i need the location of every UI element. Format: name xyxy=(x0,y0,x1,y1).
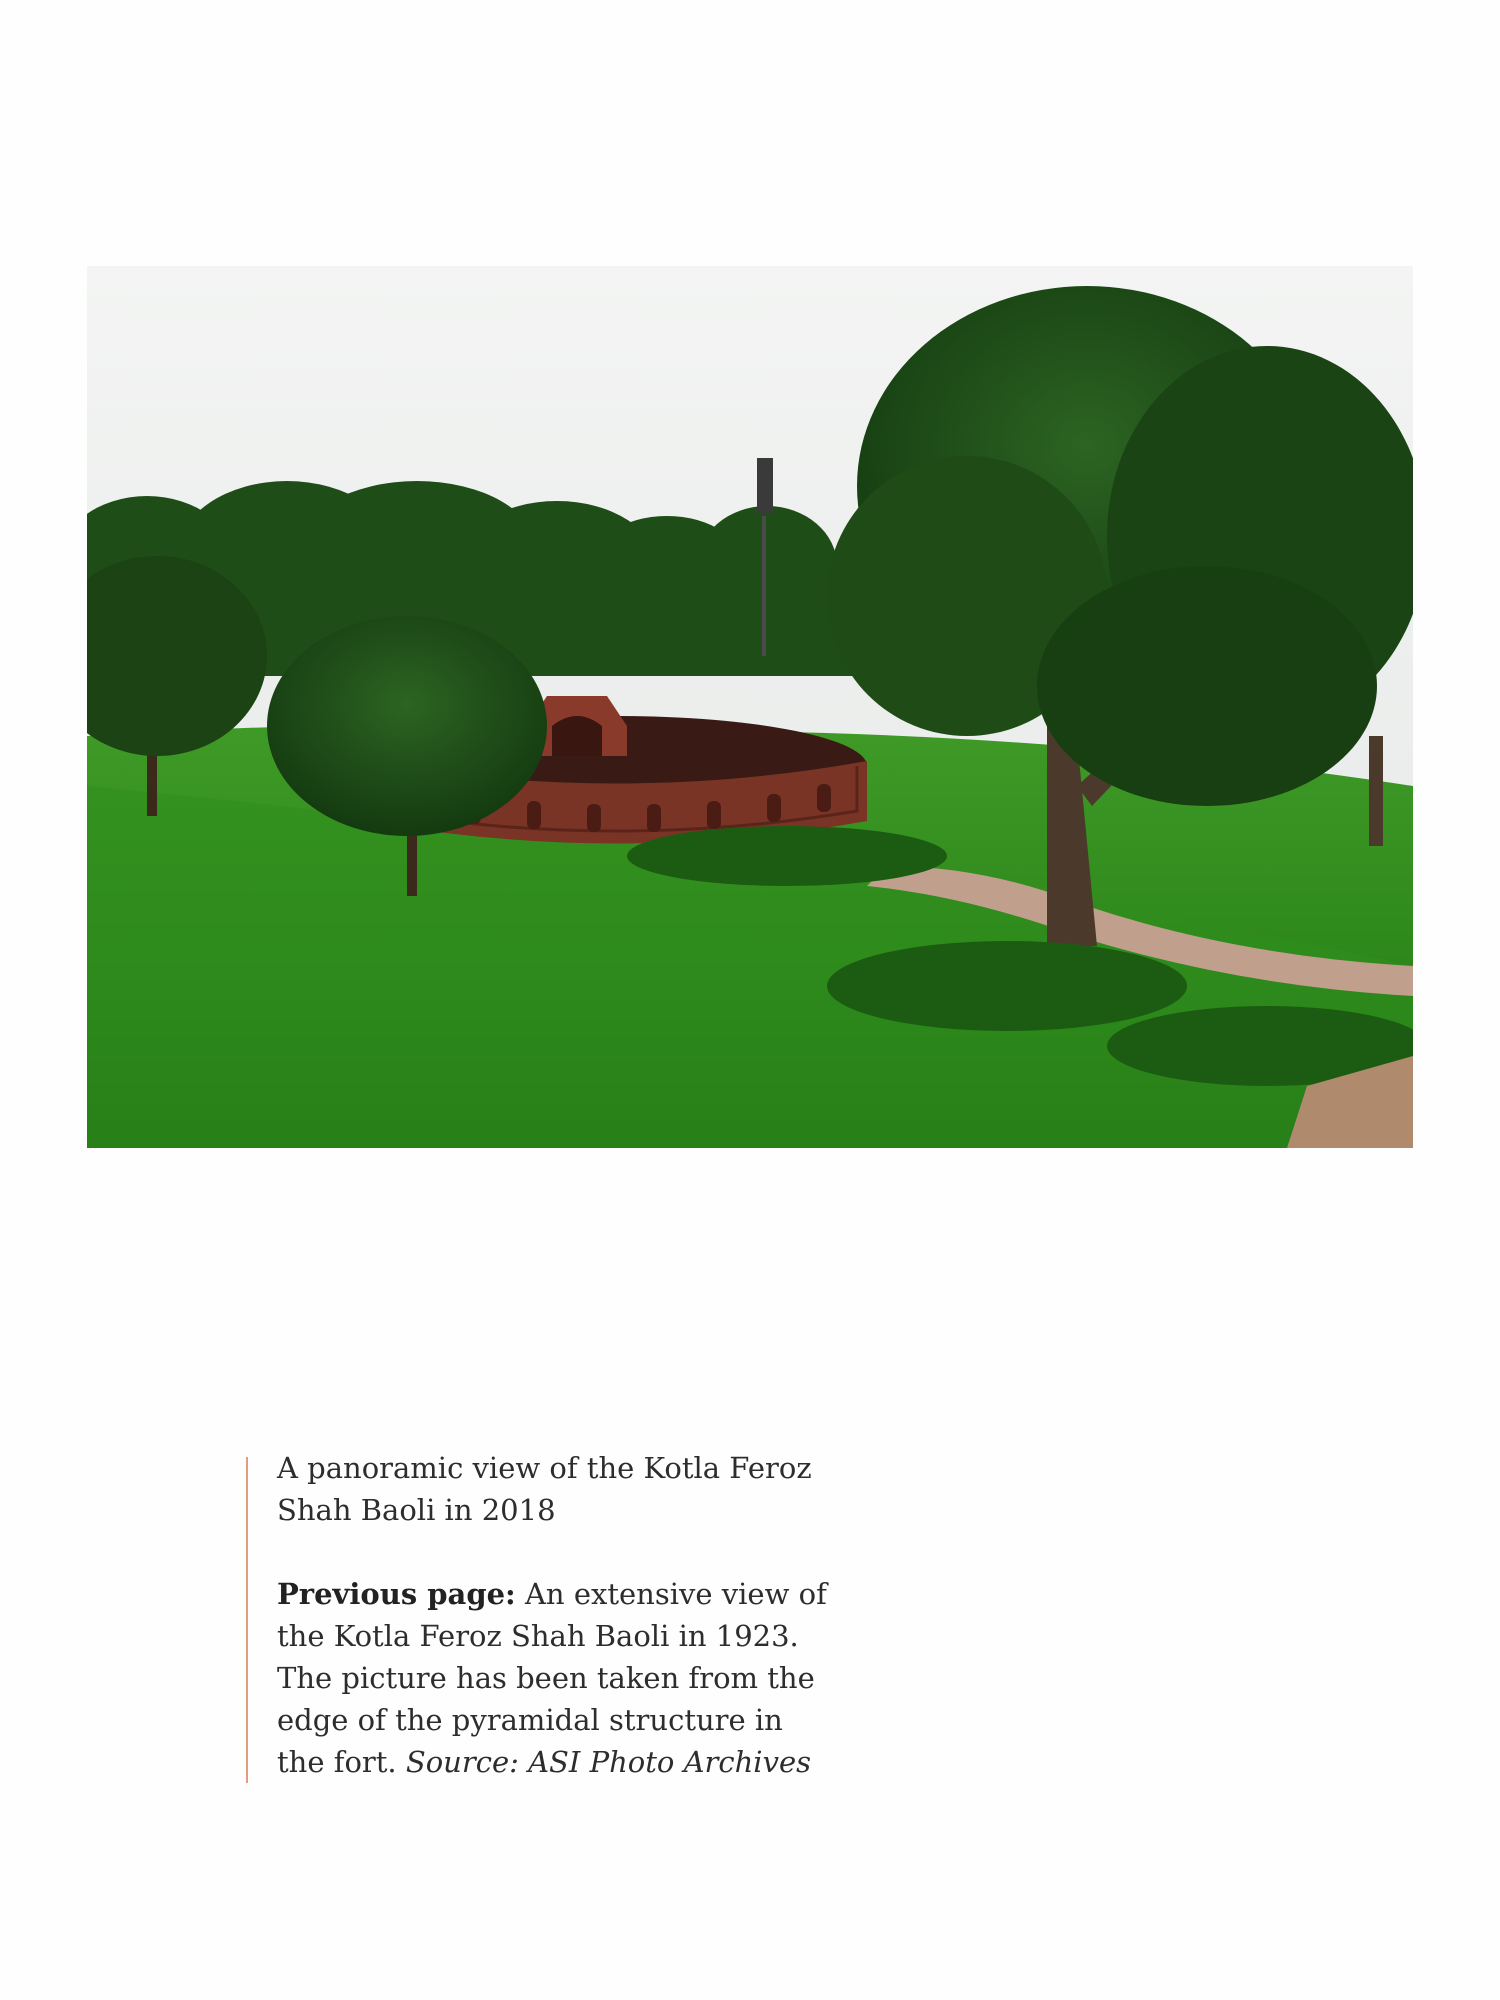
caption-main: A panoramic view of the Kotla Feroz Shah Baoli in 2018 xyxy=(277,1451,812,1527)
caption-text xyxy=(277,1447,837,1783)
tree-trunk-right xyxy=(1369,736,1383,846)
photo-illustration xyxy=(87,266,1413,1148)
previous-page-text: An extensive view of the Kotla Feroz Shah Baoli in 1923. The picture has been taken from the edge of the pyramidal structure in the fort. xyxy=(277,1577,827,1779)
caption-source: Source: ASI Photo Archives xyxy=(405,1745,812,1779)
baoli-photograph xyxy=(87,266,1413,1148)
previous-page-label: Previous page: xyxy=(277,1577,516,1611)
caption-previous-page xyxy=(277,1573,837,1783)
photo-caption xyxy=(246,1447,826,1779)
caption-rule xyxy=(246,1457,248,1783)
